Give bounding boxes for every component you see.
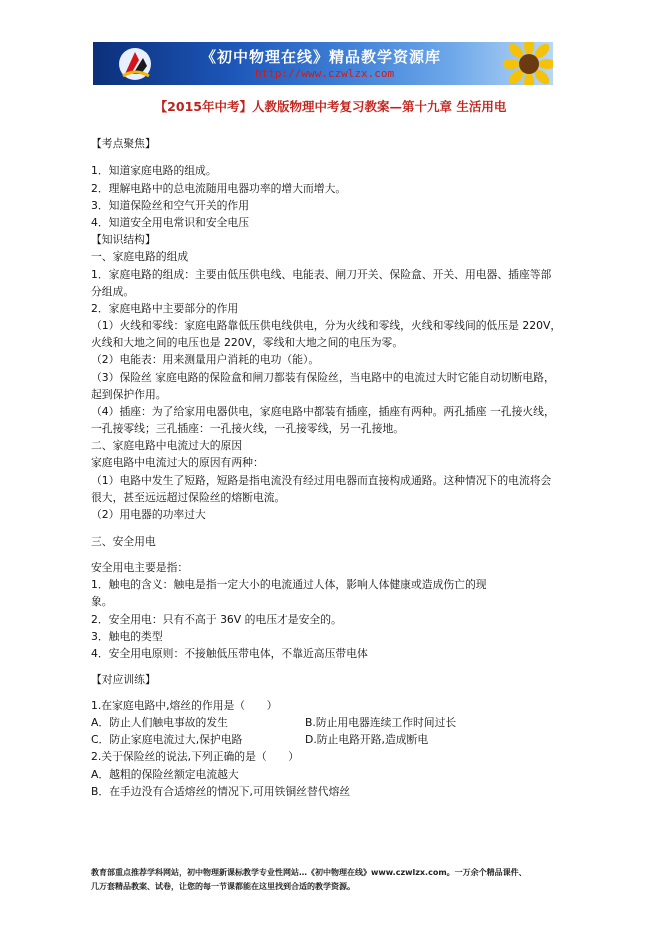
footer-line-1: 教育部重点推荐学科网站，初中物理新课标教学专业性网站…《初中物理在线》www.czwlzx.com。一万余个精品课件、 bbox=[91, 868, 527, 877]
paragraph: 2．安全用电：只有不高于 36V 的电压才是安全的。 bbox=[91, 613, 342, 626]
paragraph: 2．家庭电路中主要部分的作用 bbox=[91, 302, 239, 315]
section-2-heading: 二、家庭电路中电流过大的原因 bbox=[91, 439, 243, 452]
kaodian-item-2: 2．理解电路中的总电流随用电器功率的增大而增大。 bbox=[91, 182, 347, 195]
paragraph: 起到保护作用。 bbox=[91, 388, 167, 401]
paragraph: 家庭电路中电流过大的原因有两种： bbox=[91, 456, 264, 469]
document-title: 【2015年中考】人教版物理中考复习教案—第十九章 生活用电 bbox=[154, 99, 507, 114]
question-1-option-c: C．防止家庭电流过大,保护电路 bbox=[91, 733, 243, 746]
paragraph: （3）保险丝 家庭电路的保险盒和闸刀都装有保险丝，当电路中的电流过大时它能自动切断电路， bbox=[91, 371, 555, 384]
question-1: 1.在家庭电路中,熔丝的作用是（ ） bbox=[91, 699, 278, 712]
site-logo-icon bbox=[117, 46, 153, 82]
footer-line-2: 几万套精品教案、试卷，让您的每一节课都能在这里找到合适的教学资源。 bbox=[91, 882, 355, 891]
kaodian-item-4: 4．知道安全用电常识和安全电压 bbox=[91, 216, 250, 229]
paragraph: 3．触电的类型 bbox=[91, 630, 163, 643]
header-banner bbox=[93, 42, 553, 85]
paragraph: 1．家庭电路的组成：主要由低压供电线、电能表、闸刀开关、保险盒、开关、用电器、插座等部 bbox=[91, 268, 552, 281]
paragraph: （1）火线和零线：家庭电路靠低压供电线供电，分为火线和零线，火线和零线间的低压是 220V， bbox=[91, 319, 562, 332]
paragraph: （2）电能表：用来测量用户消耗的电功（能）。 bbox=[91, 353, 320, 366]
paragraph: 象。 bbox=[91, 595, 113, 608]
question-1-option-a: A．防止人们触电事故的发生 bbox=[91, 716, 228, 729]
paragraph: 4．安全用电原则：不接触低压带电体，不靠近高压带电体 bbox=[91, 647, 368, 660]
zhishi-heading: 【知识结构】 bbox=[91, 233, 156, 246]
paragraph: 1．触电的含义：触电是指一定大小的电流通过人体，影响人体健康或造成伤亡的现 bbox=[91, 578, 487, 591]
question-2: 2.关于保险丝的说法,下列正确的是（ ） bbox=[91, 750, 300, 763]
kaodian-heading: 【考点聚焦】 bbox=[91, 137, 156, 150]
paragraph: （1）电路中发生了短路，短路是指电流没有经过用电器而直接构成通路。这种情况下的电流将会 bbox=[91, 474, 552, 487]
paragraph: 安全用电主要是指： bbox=[91, 561, 189, 574]
paragraph: （4）插座：为了给家用电器供电，家庭电路中都装有插座，插座有两种。两孔插座 一孔接火线， bbox=[91, 405, 555, 418]
paragraph: 分组成。 bbox=[91, 285, 135, 298]
paragraph: 火线和大地之间的电压也是 220V，零线和大地之间的电压为零。 bbox=[91, 336, 404, 349]
sunflower-icon bbox=[503, 42, 553, 85]
xunlian-heading: 【对应训练】 bbox=[91, 673, 156, 686]
question-1-option-d: D.防止电路开路,造成断电 bbox=[305, 733, 429, 746]
paragraph: 一孔接零线；三孔插座：一孔接火线，一孔接零线，另一孔接地。 bbox=[91, 422, 405, 435]
question-2-option-b: B．在手边没有合适熔丝的情况下,可用铁铜丝替代熔丝 bbox=[91, 785, 351, 798]
section-3-heading: 三、安全用电 bbox=[91, 535, 156, 548]
kaodian-item-1: 1．知道家庭电路的组成。 bbox=[91, 164, 217, 177]
kaodian-item-3: 3．知道保险丝和空气开关的作用 bbox=[91, 199, 250, 212]
page-footer bbox=[91, 866, 611, 894]
section-1-heading: 一、家庭电路的组成 bbox=[91, 250, 189, 263]
question-2-option-a: A．越粗的保险丝额定电流越大 bbox=[91, 768, 239, 781]
paragraph: （2）用电器的功率过大 bbox=[91, 508, 206, 521]
banner-url[interactable]: http://www.czwlzx.com bbox=[255, 67, 395, 80]
question-1-option-b: B.防止用电器连续工作时间过长 bbox=[305, 716, 457, 729]
paragraph: 很大，甚至远远超过保险丝的熔断电流。 bbox=[91, 491, 286, 504]
banner-title: 《初中物理在线》精品教学资源库 bbox=[201, 48, 442, 66]
